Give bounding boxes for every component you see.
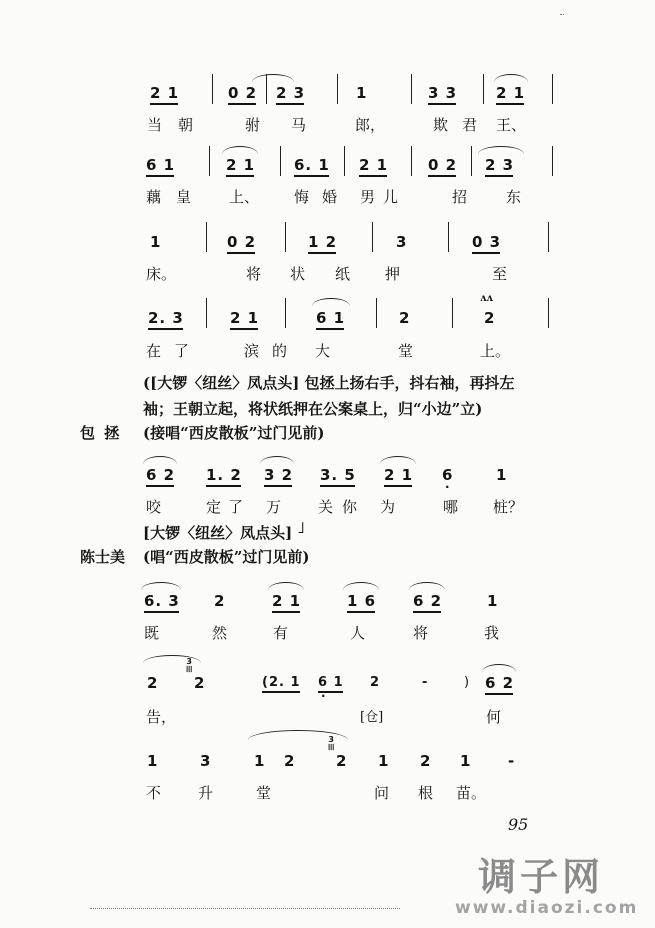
lyric: 哪 [443,498,459,516]
note-r3-2: 0 2 [227,233,257,251]
note-r8-2: 3 [200,752,212,770]
note-r6-3: 2 1 [272,592,302,610]
barline [280,146,281,176]
tremolo-mark: ʌʌ [480,293,493,304]
note-r2-4: 2 1 [359,156,389,174]
lyric: 在 [146,342,162,360]
note-r2-5: 0 2 [428,156,458,174]
barline [411,146,412,176]
slur [409,582,445,590]
stage-direction-line-1: ([大锣〈纽丝〉凤点头] 包拯上扬右手，抖右袖，再抖左 [143,374,515,392]
note-r8-9: - [508,752,516,770]
lyric: 当 [147,116,163,134]
lyric: 滨 [244,342,260,360]
slur [482,664,516,672]
slur [143,456,177,464]
barline [285,298,286,328]
stage-direction-line-2: 袖；王朝立起，将状纸押在公案桌上，归“小边”立) [143,400,483,418]
barline [376,298,377,328]
note-r5-1: 6 2 [146,466,176,484]
grace-note: 3 Ⲽ [186,657,193,674]
note-r3-1: 1 [150,233,162,251]
lyric: 为 [380,498,396,516]
note-r8-1: 1 [147,752,159,770]
note-r2-3: 6. 1 [294,156,330,174]
note-r7-4: · 6 1 [318,675,344,690]
lyric: 婚 [322,188,338,206]
lyric: 你 [342,498,358,516]
slur [222,146,258,154]
lyric: 堂 [256,784,272,802]
note-r7-8: 6 2 [485,674,515,692]
note-r5-6: · 6 [442,466,453,484]
barline [285,222,286,252]
lyric: 君 [462,116,478,134]
slur [268,582,304,590]
lyric: 堂 [398,342,414,360]
baozheng-direction: (接唱“西皮散板”过门见前) [143,424,325,442]
page-number: 95 [508,815,529,834]
lyric: 悔 [294,188,310,206]
note-r8-4: 2 [284,752,296,770]
note-r4-3: 6 1 [316,309,346,327]
lyric: 郎， [355,116,386,134]
lyric: 苗。 [456,784,487,802]
note-r3-3: 1 2 [308,233,338,251]
lyric: 大 [315,342,331,360]
note-r3-5: 0 3 [472,233,502,251]
lyric: 不 [146,784,162,802]
slur [260,456,294,464]
note-r8-3: 1 [254,752,266,770]
lyric: 的 [272,342,288,360]
note-r1-5: 3 3 [428,84,458,102]
slur [252,74,294,82]
note-r6-1: 6. 3 [144,592,180,610]
character-name-baozheng: 包 拯 [80,424,122,442]
barline [344,146,345,176]
note-r1-4: 1 [356,84,368,102]
bracket-mark: ˩ [297,518,305,537]
lyric: 驸 [245,116,261,134]
lyric: 上。 [480,342,511,360]
lyric: 东 [506,188,522,206]
note-r5-4: 3. 5 [320,466,356,484]
note-r7-1: 2 [147,674,159,692]
note-r6-4: 1 6 [347,592,377,610]
lyric: 王、 [496,116,527,134]
barline [372,222,373,252]
lyric: 告， [146,708,177,726]
note-r4-1: 2. 3 [148,309,184,327]
percussion-cue: [仓] [360,710,384,725]
slur [494,74,528,82]
lyric: 纸 [335,265,351,283]
chenshimei-direction: (唱“西皮散板”过门见前) [143,548,310,566]
note-r4-5: 2 [484,309,496,327]
lyric: 状 [290,265,306,283]
barline [206,222,207,252]
note-r5-2: 1. 2 [206,466,242,484]
barline [552,74,553,104]
lyric: 问 [374,784,390,802]
note-r2-2: 2 1 [226,156,256,174]
watermark-logo: 调子网 [478,855,605,899]
note-r5-5: 2 1 [384,466,414,484]
lyric: 我 [484,624,500,642]
note-r3-4: 3 [396,233,408,251]
barline [483,74,484,104]
note-r7-3: (2. 1 [262,675,301,690]
lyric: 儿 [383,188,399,206]
lyric: 升 [198,784,214,802]
note-r1-2: 0 2 [228,84,258,102]
slur [141,582,181,590]
lyric: 朝 [178,116,194,134]
barline [209,146,210,176]
lyric: 根 [418,784,434,802]
barline [548,298,549,328]
lyric: 藕 [146,188,162,206]
lyric: 至 [492,265,508,283]
lyric: 人 [350,624,366,642]
note-r8-6: 1 [378,752,390,770]
lyric: 将 [246,265,262,283]
note-r2-6: 2 3 [485,156,515,174]
watermark-url: www.diaozi.com [455,898,639,918]
lyric: 桩？ [493,498,524,516]
note-r6-2: 2 [214,592,226,610]
barline [411,74,412,104]
percussion-cue: [大锣〈纽丝〉凤点头] [143,524,293,542]
note-r7-2: 2 [194,674,206,692]
note-r7-6: - [422,675,429,690]
barline [212,74,213,104]
lyric: 万 [266,498,282,516]
lyric: 马 [291,116,307,134]
character-name-chenshimei: 陈士美 [80,548,126,566]
lyric: 将 [413,624,429,642]
note-r8-5: 2 [336,752,348,770]
barline [448,222,449,252]
note-r5-7: 1 [496,466,508,484]
note-r1-3: 2 3 [276,84,306,102]
lyric: 然 [212,624,228,642]
note-r6-5: 6 2 [413,592,443,610]
lyric: 床。 [146,265,177,283]
note-r1-6: 2 1 [496,84,526,102]
slur [380,456,416,464]
slur [312,298,350,306]
note-r4-2: 2 1 [230,309,260,327]
scan-artifact [90,908,400,909]
barline [452,298,453,328]
lyric: 了 [174,342,190,360]
scan-artifact [560,14,564,15]
note-r4-4: 2 [399,309,411,327]
lyric: 关 [318,498,334,516]
lyric: 何 [486,708,502,726]
note-r8-8: 1 [460,752,472,770]
note-r2-1: 6 1 [146,156,176,174]
lyric: 咬 [146,498,162,516]
lyric: 了 [228,498,244,516]
lyric: 欺 [433,116,449,134]
barline [471,146,472,176]
lyric: 押 [385,265,401,283]
lyric: 定 [206,498,222,516]
slur [478,146,524,154]
lyric: 上、 [229,188,260,206]
lyric: 招 [452,188,468,206]
barline [337,74,338,104]
note-r7-7: ) [464,675,471,690]
note-r6-6: 1 [487,592,499,610]
barline [548,222,549,252]
lyric: 男 [360,188,376,206]
note-r7-5: 2 [370,675,381,690]
note-r8-7: 2 [420,752,432,770]
grace-note: 3 Ⲽ [328,735,335,752]
lyric: 皇 [176,188,192,206]
barline [206,298,207,328]
slur [343,582,379,590]
note-r1-1: 2 1 [150,84,180,102]
lyric: 有 [273,624,289,642]
note-r5-3: 3 2 [264,466,294,484]
barline [552,146,553,176]
lyric: 既 [144,624,160,642]
